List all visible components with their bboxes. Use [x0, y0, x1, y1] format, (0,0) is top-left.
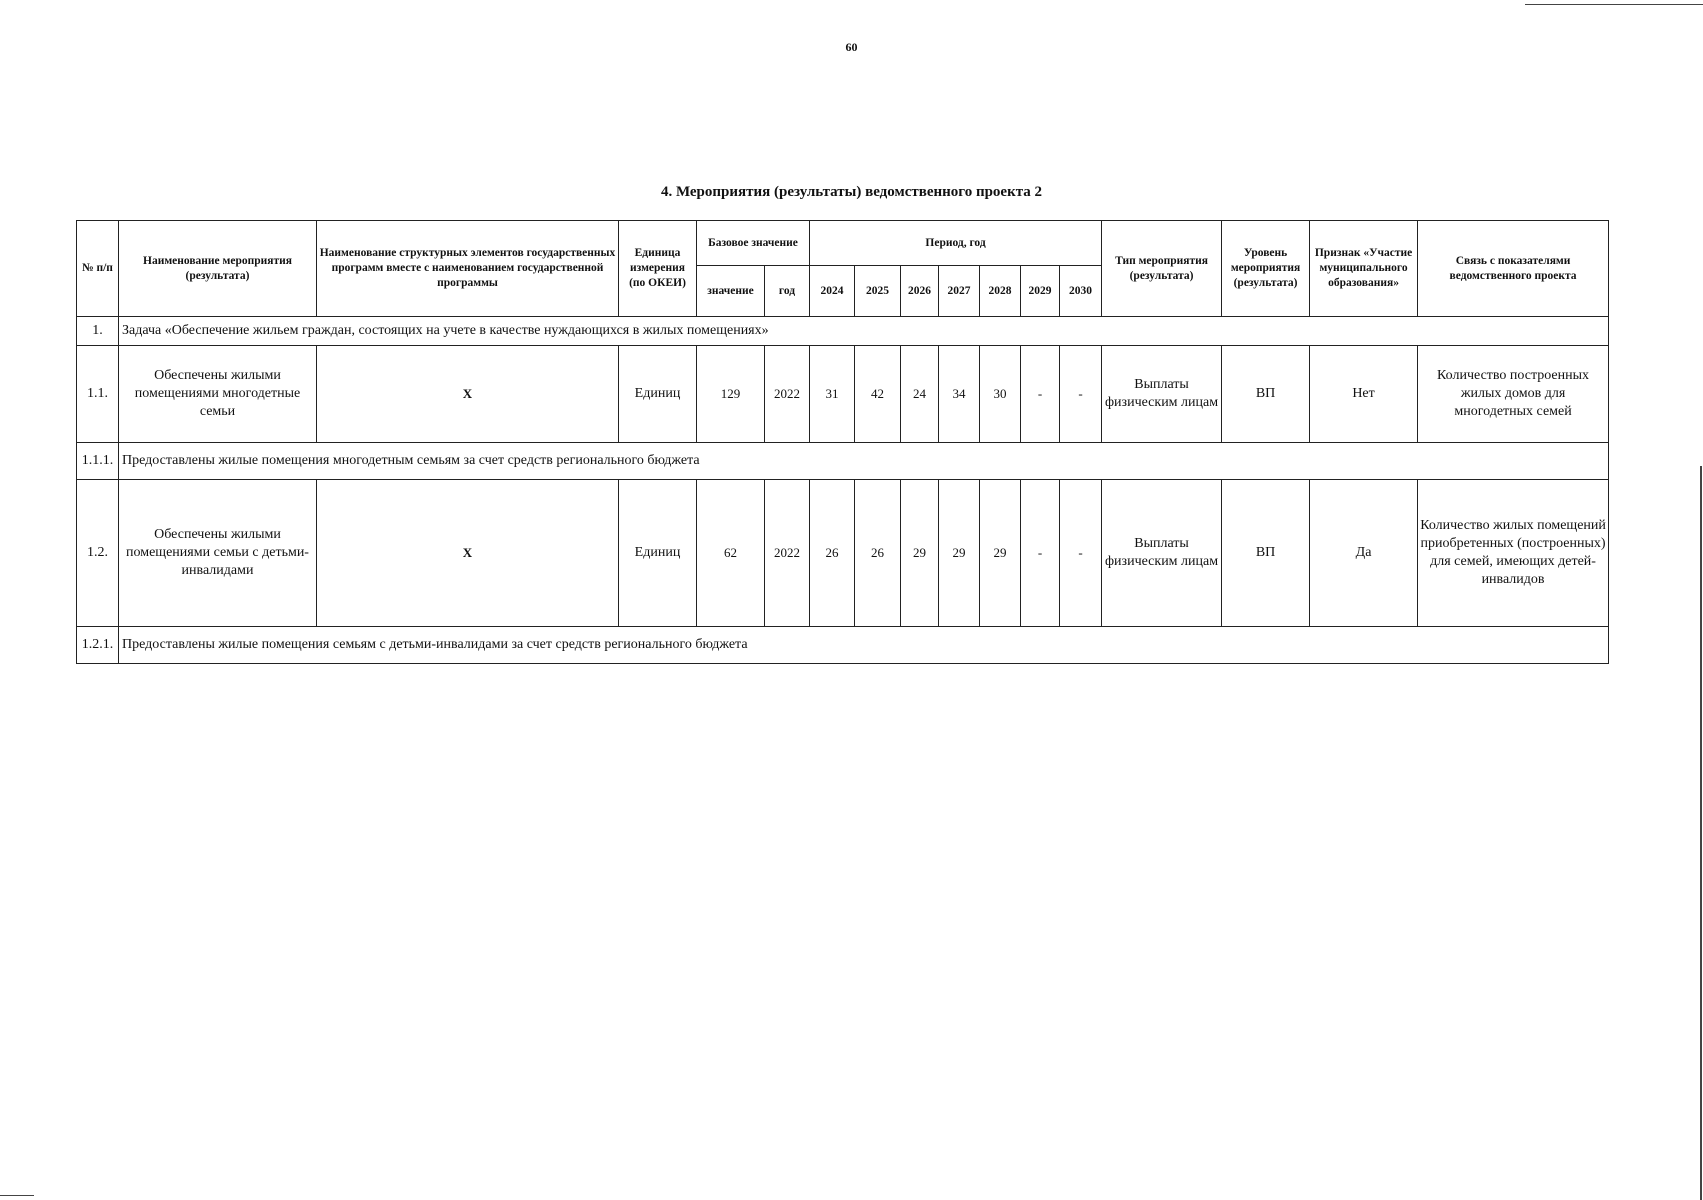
row-value-2025: 42: [855, 346, 901, 443]
row-value-2028: 30: [980, 346, 1021, 443]
row-name: Обеспечены жилыми помещениями многодетные семьи: [119, 346, 317, 443]
header-participation: Признак «Участие муниципального образования»: [1310, 221, 1418, 317]
header-year-2029: 2029: [1021, 266, 1060, 317]
row-base-year: 2022: [765, 346, 810, 443]
row-value-2025: 26: [855, 480, 901, 627]
row-num: 1.2.: [77, 480, 119, 627]
row-participation: Нет: [1310, 346, 1418, 443]
task-num: 1.: [77, 317, 119, 346]
scan-line-bottom-left: [0, 1195, 34, 1196]
header-year-2027: 2027: [939, 266, 980, 317]
row-base-value: 62: [697, 480, 765, 627]
table-row: [77, 480, 1609, 627]
row-link: Количество жилых помещений приобретенных (построенных) для семей, имеющих детей-инвалидов: [1418, 480, 1609, 627]
row-name: Обеспечены жилыми помещениями семьи с детьми-инвалидами: [119, 480, 317, 627]
row-base-value: 129: [697, 346, 765, 443]
row-num: 1.1.: [77, 346, 119, 443]
row-value-2030: -: [1060, 346, 1102, 443]
subtask-row: [77, 443, 1609, 480]
subtask-row: [77, 627, 1609, 664]
row-value-2027: 34: [939, 346, 980, 443]
row-value-2027: 29: [939, 480, 980, 627]
scan-line-right-edge: [1700, 466, 1702, 1200]
row-level: ВП: [1222, 480, 1310, 627]
row-type: Выплаты физическим лицам: [1102, 480, 1222, 627]
subtask-num: 1.2.1.: [77, 627, 119, 664]
row-participation: Да: [1310, 480, 1418, 627]
row-type: Выплаты физическим лицам: [1102, 346, 1222, 443]
page-number: 60: [845, 40, 858, 54]
row-unit: Единиц: [619, 346, 697, 443]
scan-line-top-right: [1525, 4, 1703, 5]
header-type: Тип мероприятия (результата): [1102, 221, 1222, 317]
row-value-2029: -: [1021, 346, 1060, 443]
row-value-2028: 29: [980, 480, 1021, 627]
row-value-2030: -: [1060, 480, 1102, 627]
row-structural: X: [317, 480, 619, 627]
header-name: Наименование мероприятия (результата): [119, 221, 317, 317]
header-base: Базовое значение: [697, 221, 810, 266]
header-row-top: [77, 221, 1609, 266]
row-value-2026: 29: [901, 480, 939, 627]
row-link: Количество построенных жилых домов для многодетных семей: [1418, 346, 1609, 443]
row-value-2026: 24: [901, 346, 939, 443]
header-link: Связь с показателями ведомственного проекта: [1418, 221, 1609, 317]
measures-table: [76, 220, 1609, 664]
subtask-text: Предоставлены жилые помещения семьям с детьми-инвалидами за счет средств регионального бюджета: [119, 627, 1609, 664]
task-text: Задача «Обеспечение жильем граждан, состоящих на учете в качестве нуждающихся в жилых помещениях»: [119, 317, 1609, 346]
header-num: № п/п: [77, 221, 119, 317]
row-value-2024: 26: [810, 480, 855, 627]
header-period: Период, год: [810, 221, 1102, 266]
header-unit: Единица измерения (по ОКЕИ): [619, 221, 697, 317]
row-value-2029: -: [1021, 480, 1060, 627]
header-year-2024: 2024: [810, 266, 855, 317]
header-structural: Наименование структурных элементов государственных программ вместе с наименованием государственной программы: [317, 221, 619, 317]
task-row: [77, 317, 1609, 346]
header-year-2025: 2025: [855, 266, 901, 317]
header-base-year: год: [765, 266, 810, 317]
table-title: 4. Мероприятия (результаты) ведомственного проекта 2: [660, 184, 1043, 200]
row-structural: X: [317, 346, 619, 443]
header-year-2026: 2026: [901, 266, 939, 317]
subtask-num: 1.1.1.: [77, 443, 119, 480]
table-row: [77, 346, 1609, 443]
subtask-text: Предоставлены жилые помещения многодетным семьям за счет средств регионального бюджета: [119, 443, 1609, 480]
header-year-2028: 2028: [980, 266, 1021, 317]
row-level: ВП: [1222, 346, 1310, 443]
header-base-value: значение: [697, 266, 765, 317]
row-value-2024: 31: [810, 346, 855, 443]
row-base-year: 2022: [765, 480, 810, 627]
header-level: Уровень мероприятия (результата): [1222, 221, 1310, 317]
header-year-2030: 2030: [1060, 266, 1102, 317]
row-unit: Единиц: [619, 480, 697, 627]
